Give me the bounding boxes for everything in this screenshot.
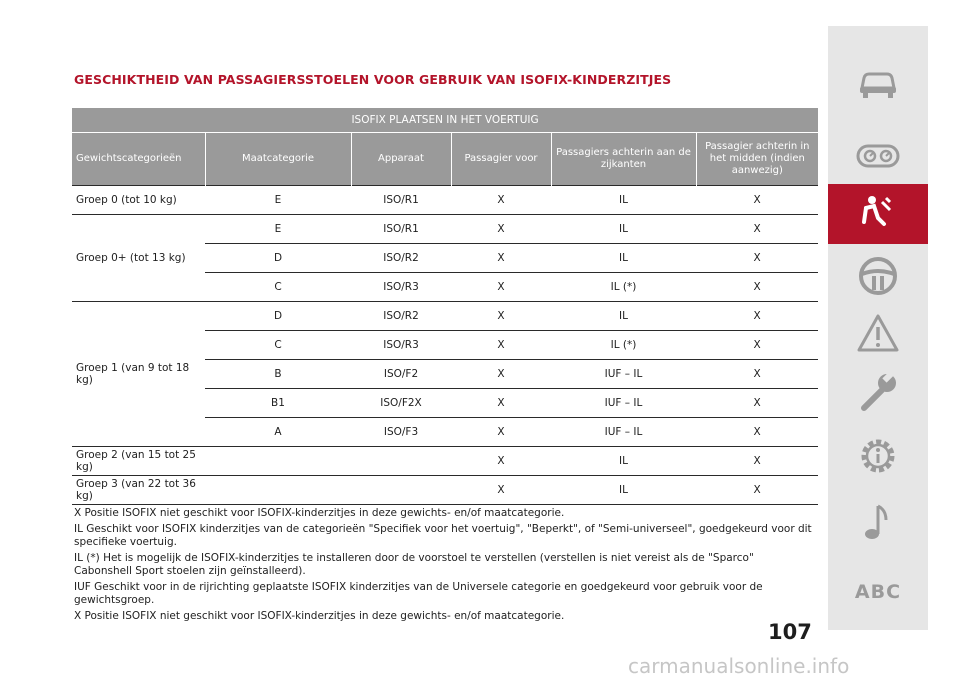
table-cell: ISO/R3: [351, 273, 451, 302]
table-cell: IL: [551, 476, 696, 505]
table-cell: X: [696, 476, 818, 505]
table-cell: ISO/R1: [351, 215, 451, 244]
table-cell: IL: [551, 215, 696, 244]
table-cell: C: [205, 331, 351, 360]
table-cell: X: [696, 331, 818, 360]
table-cell: X: [696, 418, 818, 447]
table-cell: IUF – IL: [551, 360, 696, 389]
table-cell: X: [451, 447, 551, 476]
table-cell: IL: [551, 186, 696, 215]
table-row: [72, 476, 818, 505]
table-cell: X: [696, 273, 818, 302]
table-cell: X: [451, 476, 551, 505]
table-cell: D: [205, 244, 351, 273]
column-header: Passagier achterin in het midden (indien aanwezig): [696, 133, 818, 186]
info-gear-tab[interactable]: [828, 428, 928, 488]
column-header: Apparaat: [351, 133, 451, 186]
page-number: 107: [768, 620, 812, 644]
table-cell: X: [696, 186, 818, 215]
weight-category-cell: Groep 2 (van 15 tot 25 kg): [72, 447, 205, 476]
table-cell: IUF – IL: [551, 418, 696, 447]
dashboard-gauges-tab[interactable]: [828, 128, 928, 188]
table-row: [72, 447, 818, 476]
table-cell: B: [205, 360, 351, 389]
column-header: Passagier voor: [451, 133, 551, 186]
table-cell: X: [451, 331, 551, 360]
abc-index-tab[interactable]: [828, 562, 928, 622]
table-cell: ISO/F2X: [351, 389, 451, 418]
wrench-tab[interactable]: [828, 364, 928, 424]
table-cell: D: [205, 302, 351, 331]
table-row: [72, 302, 818, 331]
table-cell: B1: [205, 389, 351, 418]
weight-category-cell: Groep 0 (tot 10 kg): [72, 186, 205, 215]
car-icon: [854, 58, 902, 110]
steering-wheel-icon: [854, 252, 902, 304]
table-cell: IL (*): [551, 273, 696, 302]
abc-index-icon: ABC: [854, 581, 902, 603]
table-notes: [74, 507, 814, 626]
table-cell: [205, 447, 351, 476]
table-cell: X: [696, 360, 818, 389]
table-cell: IL: [551, 244, 696, 273]
table-cell: IUF – IL: [551, 389, 696, 418]
table-cell: IL: [551, 447, 696, 476]
table-cell: X: [696, 389, 818, 418]
table-cell: X: [696, 302, 818, 331]
chapter-sidebar: [828, 26, 928, 630]
table-cell: X: [451, 186, 551, 215]
airbag-safety-tab[interactable]: [828, 184, 928, 244]
table-cell: [351, 447, 451, 476]
table-cell: ISO/F2: [351, 360, 451, 389]
table-cell: IL: [551, 302, 696, 331]
table-cell: A: [205, 418, 351, 447]
table-cell: C: [205, 273, 351, 302]
table-cell: X: [451, 244, 551, 273]
wrench-icon: [854, 368, 902, 420]
watermark: carmanualsonline.info: [628, 654, 850, 678]
table-cell: E: [205, 215, 351, 244]
table-cell: E: [205, 186, 351, 215]
table-cell: X: [696, 244, 818, 273]
airbag-safety-icon: [854, 188, 902, 240]
isofix-table: [72, 108, 818, 505]
table-cell: X: [451, 302, 551, 331]
note-line: IUF Geschikt voor in de rijrichting geplaatste ISOFIX kinderzitjes van de Universele categorie en goedgekeurd voor gebruik voor de gewichtsgroep.: [74, 581, 763, 606]
table-cell: X: [451, 215, 551, 244]
column-header: Passagiers achterin aan de zijkanten: [551, 133, 696, 186]
note-line: IL Geschikt voor ISOFIX kinderzitjes van de categorieën "Specifiek voor het voertuig", "Beperkt", of "Semi-universeel", goedgekeurd voor dit specifieke voertuig.: [74, 523, 812, 548]
warning-triangle-icon: [854, 310, 902, 362]
column-header: Maatcategorie: [205, 133, 351, 186]
column-header: Gewichtscategorieën: [72, 133, 205, 186]
car-tab[interactable]: [828, 54, 928, 114]
table-cell: IL (*): [551, 331, 696, 360]
table-cell: ISO/R2: [351, 244, 451, 273]
table-cell: X: [451, 273, 551, 302]
steering-wheel-tab[interactable]: [828, 248, 928, 308]
table-cell: X: [451, 418, 551, 447]
dashboard-gauges-icon: [854, 132, 902, 184]
weight-category-cell: Groep 0+ (tot 13 kg): [72, 215, 205, 302]
table-group-header: ISOFIX PLAATSEN IN HET VOERTUIG: [72, 108, 818, 133]
note-line: X Positie ISOFIX niet geschikt voor ISOFIX-kinderzitjes in deze gewichts- en/of maatcategorie.: [74, 507, 565, 519]
table-cell: [205, 476, 351, 505]
table-cell: ISO/R1: [351, 186, 451, 215]
info-gear-icon: [854, 432, 902, 484]
table-cell: X: [451, 389, 551, 418]
note-line: IL (*) Het is mogelijk de ISOFIX-kinderzitjes te installeren door de voorstoel te verstellen (verstellen is niet vereist als de "Sparco" Cabonshell Sport stoelen zijn geïnstalleerd).: [74, 552, 754, 577]
table-row: [72, 215, 818, 244]
table-cell: ISO/R3: [351, 331, 451, 360]
table-cell: [351, 476, 451, 505]
table-cell: X: [696, 447, 818, 476]
table-cell: X: [696, 215, 818, 244]
note-line: X Positie ISOFIX niet geschikt voor ISOFIX-kinderzitjes in deze gewichts- en/of maatcategorie.: [74, 610, 565, 622]
table-row: [72, 186, 818, 215]
music-note-tab[interactable]: [828, 494, 928, 554]
weight-category-cell: Groep 1 (van 9 tot 18 kg): [72, 302, 205, 447]
weight-category-cell: Groep 3 (van 22 tot 36 kg): [72, 476, 205, 505]
table-cell: ISO/F3: [351, 418, 451, 447]
music-note-icon: [854, 498, 902, 550]
warning-triangle-tab[interactable]: [828, 306, 928, 366]
table-cell: ISO/R2: [351, 302, 451, 331]
table-cell: X: [451, 360, 551, 389]
page-title: GESCHIKTHEID VAN PASSAGIERSSTOELEN VOOR GEBRUIK VAN ISOFIX-KINDERZITJES: [74, 72, 672, 87]
